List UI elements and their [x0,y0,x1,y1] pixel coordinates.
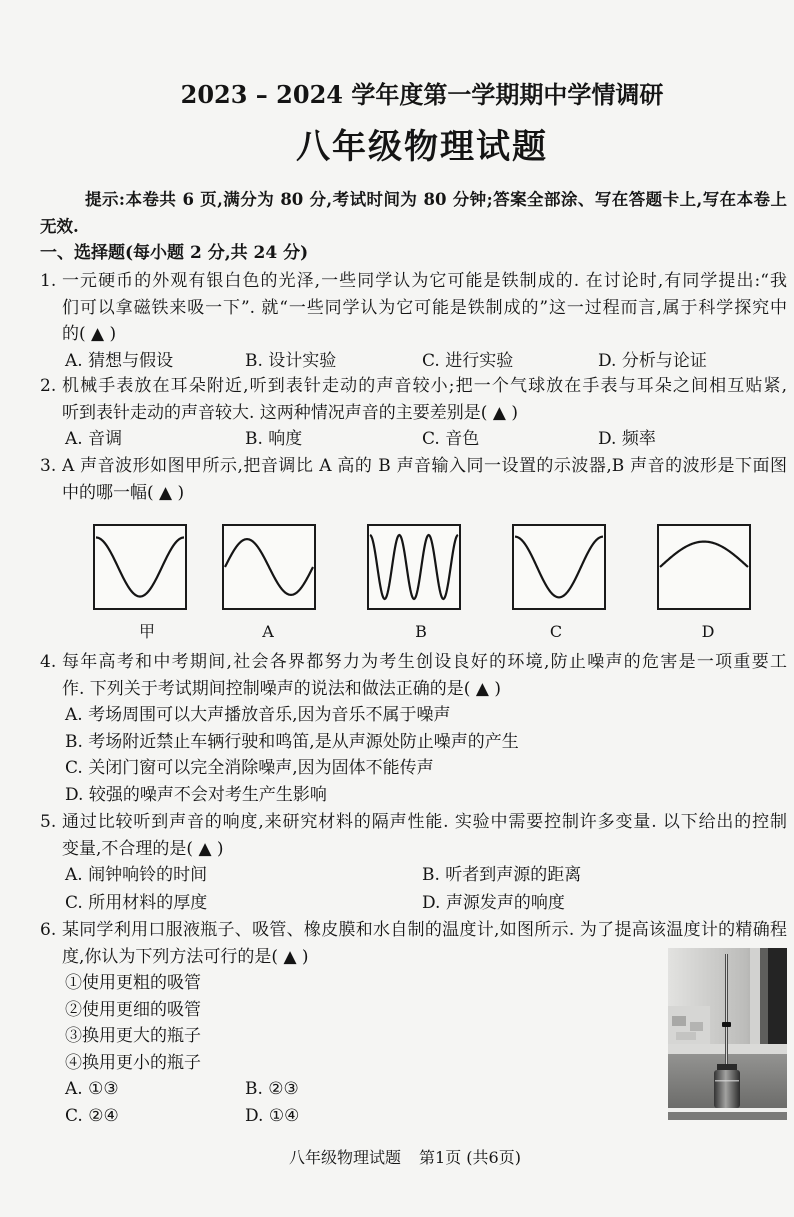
option-a: A. ①③ [65,1079,119,1099]
options-row [40,702,787,729]
water-level-marker [722,1022,731,1027]
waveform-d [659,526,749,608]
footer-title: 八年级物理试题 [289,1148,402,1167]
waveform-label: C [549,622,563,641]
statement-1: ①使用更粗的吸管 [65,973,201,993]
waveform-curve [96,537,184,596]
waveform-label: 甲 [138,622,155,641]
notice-text-continued: 无效. [40,216,79,236]
notice-label: 提示: [85,190,125,209]
option-d: D. 分析与论证 [598,350,707,371]
option-d: D. ①④ [245,1105,300,1126]
question-2 [40,373,787,453]
option-a: A. 音调 [65,429,123,449]
question-stem-line: A 声音波形如图甲所示,把音调比 A 高的 B 声音输入同一设置的示波器,B 声音的波形是下面图 [62,456,787,476]
exam-header-title: 2023 – 2024 学年度第一学期期中学情调研 [180,80,664,109]
waveform-label: D [701,622,715,641]
waveform-curve [515,537,603,598]
question-stem-line: 每年高考和中考期间,社会各界都努力为考生创设良好的环境,防止噪声的危害是一项重要工 [62,652,787,672]
exam-subject-title: 八年级物理试题 [296,127,548,167]
option-a: A. 闹钟响铃的时间 [65,865,208,885]
question-stem-line: 通过比较听到声音的响度,来研究材料的隔声性能. 实验中需要控制许多变量. 以下给出的控制 [62,812,787,832]
question-number: 4. [40,652,57,672]
notice-line [85,187,787,214]
question-stem-line: 变量,不合理的是( ▲ ) [62,838,224,859]
statement-2: ②使用更细的吸管 [65,999,201,1020]
vial [714,1070,740,1108]
question-number: 2. [40,376,57,396]
question-stem-line: 作. 下列关于考试期间控制噪声的说法和做法正确的是( ▲ ) [62,678,501,699]
waveform-b [369,526,459,608]
options-row [40,862,787,890]
options-row [40,426,787,453]
option-b: B. ②③ [245,1079,299,1099]
question-stem-line: 们可以拿磁铁来吸一下”. 就“一些同学认为它可能是铁制成的”这一过程而言,属于科学探究中 [62,297,787,318]
option-c: C. 所用材料的厚度 [65,893,208,913]
exam-notice [40,187,787,240]
option-a: A. 考场周围可以大声播放音乐,因为音乐不属于噪声 [65,705,451,725]
question-number: 3. [40,456,57,476]
question-stem-line: 听到表针走动的声音较大. 这两种情况声音的主要差别是( ▲ ) [62,402,518,423]
options-row [40,782,787,809]
question-4 [40,649,787,808]
option-c: C. 进行实验 [422,350,514,371]
question-number: 1. [40,271,57,291]
options-row [40,890,787,918]
waveform-curve [660,542,748,567]
waveform-a [224,526,314,608]
waveform-curve [225,539,313,595]
option-b: B. 考场附近禁止车辆行驶和鸣笛,是从声源处防止噪声的产生 [65,731,519,752]
option-a: A. 猜想与假设 [65,350,174,371]
question-5 [40,809,787,918]
option-c: C. ②④ [65,1105,119,1126]
option-d: D. 频率 [598,429,656,449]
page-footer [20,1146,790,1170]
option-c: C. 关闭门窗可以完全消除噪声,因为固体不能传声 [65,758,434,778]
waveform-box-c [512,524,606,610]
question-stem-line: 度,你认为下列方法可行的是( ▲ ) [62,946,309,967]
waveform-box-b [367,524,461,610]
question-stem-line: 中的哪一幅( ▲ ) [62,482,185,503]
option-c: C. 音色 [422,429,480,449]
question-number: 5. [40,812,57,832]
waveform-label: A [262,622,274,641]
notice-text: 本卷共 6 页,满分为 80 分,考试时间为 80 分钟;答案全部涂、写在答题卡上,写在本卷上 [125,190,787,209]
waveform-box-a [222,524,316,610]
option-d: D. 声源发声的响度 [422,893,565,913]
question-stem-line: 某同学利用口服液瓶子、吸管、橡皮膜和水自制的温度计,如图所示. 为了提高该温度计的精确程 [62,920,787,940]
option-d: D. 较强的噪声不会对考生产生影响 [65,784,327,805]
waveform-curve [370,535,458,599]
option-b: B. 响度 [245,429,303,449]
statement-3: ③换用更大的瓶子 [65,1026,201,1046]
question-stem-line: 机械手表放在耳朵附近,听到表针走动的声音较小;把一个气球放在手表与耳朵之间相互贴紧, [62,376,787,396]
waveform-jia [95,526,185,608]
page-number: 第1页 (共6页) [419,1148,521,1167]
question-3 [40,453,787,506]
option-b: B. 设计实验 [245,350,337,371]
question-stem-line: 的( ▲ ) [62,324,117,344]
waveform-box-jia [93,524,187,610]
option-b: B. 听者到声源的距离 [422,865,582,885]
waveform-label: B [415,622,427,641]
statement-4: ④换用更小的瓶子 [65,1052,201,1073]
thermometer-photo [668,948,787,1120]
question-1 [40,268,787,374]
options-row [40,755,787,782]
waveform-c [514,526,604,608]
options-row [40,729,787,756]
section-title: 一、选择题(每小题 2 分,共 24 分) [40,243,309,263]
options-row [40,348,787,375]
question-number: 6. [40,920,57,940]
question-stem-line: 一元硬币的外观有银白色的光泽,一些同学认为它可能是铁制成的. 在讨论时,有同学提出:“我 [62,271,787,291]
waveform-box-d [657,524,751,610]
